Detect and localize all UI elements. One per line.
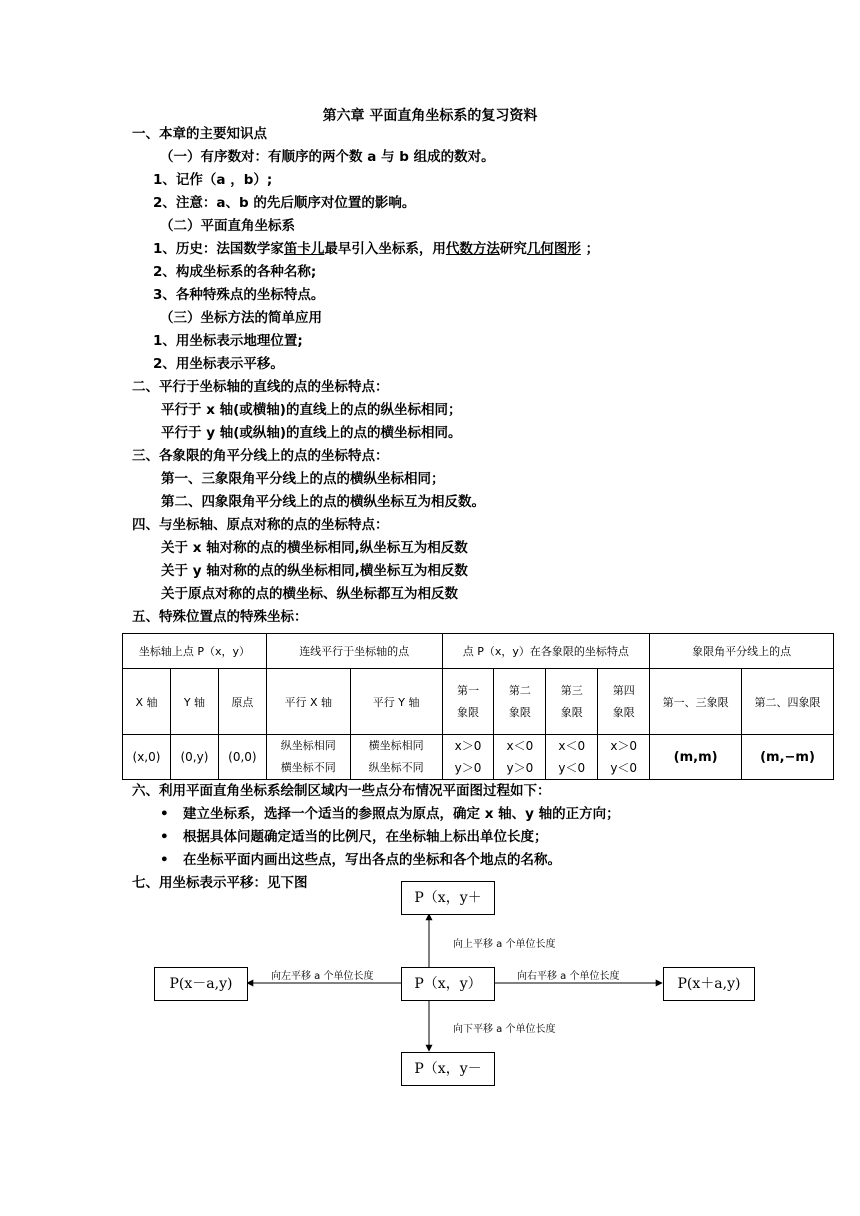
application-item-1: 1、用坐标表示地理位置; <box>153 333 303 349</box>
section-3-line-1: 第一、三象限角平分线上的点的横纵坐标相同； <box>161 471 445 487</box>
value-origin: (0,0) <box>218 735 266 780</box>
quadrant-3-line-2: 象限 <box>560 705 583 719</box>
q3-y: y＜0 <box>558 761 586 775</box>
label-left: 向左平移 a 个单位长度 <box>271 971 374 982</box>
section-2-line-2: 平行于 y 轴(或纵轴)的直线上的点的横坐标相同。 <box>161 425 462 441</box>
q4-y: y＜0 <box>610 761 638 775</box>
label-right: 向右平移 a 个单位长度 <box>517 971 620 982</box>
col-header-x-axis: X 轴 <box>123 669 171 735</box>
col-header-parallel-y: 平行 Y 轴 <box>350 669 442 735</box>
quadrant-2-line-1: 第二 <box>508 683 531 697</box>
value-bisector-13: (m,m) <box>650 735 742 780</box>
col-header-bisector-24: 第二、四象限 <box>742 669 834 735</box>
group-header-bisector-points: 象限角平分线上的点 <box>650 634 834 669</box>
section-3-heading: 三、各象限的角平分线上的点的坐标特点： <box>132 448 389 464</box>
bullet-1-text: 建立坐标系，选择一个适当的参照点为原点，确定 x 轴、y 轴的正方向； <box>183 806 620 822</box>
history-prefix: 1、历史：法国数学家 <box>153 241 284 257</box>
quadrant-1-line-2: 象限 <box>456 705 479 719</box>
section-4-line-3: 关于原点对称的点的横坐标、纵坐标都互为相反数 <box>161 586 458 602</box>
q1-y: y＞0 <box>454 761 482 775</box>
section-4-line-1: 关于 x 轴对称的点的横坐标相同,纵坐标互为相反数 <box>161 540 468 556</box>
box-center: P（x，y） <box>401 967 495 1001</box>
document-title: 第六章 平面直角坐标系的复习资料 <box>322 108 538 124</box>
bullet-3-marker: • <box>160 852 169 868</box>
q3-x: x＜0 <box>558 739 586 753</box>
parallel-y-line-1: 横坐标相同 <box>368 739 424 752</box>
ordered-pair-item-1: 1、记作（a ，b）; <box>153 172 273 188</box>
col-header-parallel-x: 平行 X 轴 <box>266 669 350 735</box>
parallel-y-line-2: 纵坐标不同 <box>368 761 424 774</box>
subsection-coordinate-system: （二）平面直角坐标系 <box>160 218 295 234</box>
section-3-line-2: 第二、四象限角平分线上的点的横纵坐标互为相反数。 <box>161 494 485 510</box>
subsection-applications: （三）坐标方法的简单应用 <box>160 310 322 326</box>
quadrant-4-line-2: 象限 <box>612 705 635 719</box>
group-header-quadrant-points: 点 P（x，y）在各象限的坐标特点 <box>442 634 650 669</box>
section-1-heading: 一、本章的主要知识点 <box>132 126 267 142</box>
value-y-axis: (0,y) <box>170 735 218 780</box>
quadrant-1-line-1: 第一 <box>456 683 479 697</box>
label-down: 向下平移 a 个单位长度 <box>453 1024 556 1035</box>
history-end: ； <box>580 241 600 257</box>
value-bisector-24: (m,−m) <box>742 735 834 780</box>
group-header-axis-points: 坐标轴上点 P（x，y） <box>123 634 267 669</box>
box-up: P（x，y＋ <box>401 881 495 915</box>
col-header-bisector-13: 第一、三象限 <box>650 669 742 735</box>
q2-x: x＜0 <box>506 739 534 753</box>
history-method: 代数方法 <box>445 241 500 257</box>
quadrant-2-line-2: 象限 <box>508 705 531 719</box>
section-2-line-1: 平行于 x 轴(或横轴)的直线上的点的纵坐标相同； <box>161 402 462 418</box>
history-mid2: 研究 <box>499 241 527 257</box>
col-header-origin: 原点 <box>218 669 266 735</box>
section-7-heading: 七、用坐标表示平移：见下图 <box>132 875 308 891</box>
label-up: 向上平移 a 个单位长度 <box>453 939 556 950</box>
section-4-heading: 四、与坐标轴、原点对称的点的坐标特点： <box>132 517 389 533</box>
parallel-x-line-2: 横坐标不同 <box>280 761 336 774</box>
box-left: P(x－a,y) <box>154 967 248 1001</box>
q1-x: x＞0 <box>454 739 482 753</box>
q4-x: x＞0 <box>610 739 638 753</box>
box-right: P(x＋a,y) <box>663 967 755 1001</box>
bullet-1-marker: • <box>160 806 169 822</box>
application-item-2: 2、用坐标表示平移。 <box>153 356 284 372</box>
quadrant-3-line-1: 第三 <box>560 683 583 697</box>
bullet-3-text: 在坐标平面内画出这些点，写出各点的坐标和各个地点的名称。 <box>183 852 561 868</box>
q2-y: y＞0 <box>506 761 534 775</box>
history-object: 几何图形 <box>526 241 581 257</box>
bullet-2-marker: • <box>160 829 169 845</box>
value-x-axis: (x,0) <box>123 735 171 780</box>
bullet-2-text: 根据具体问题确定适当的比例尺，在坐标轴上标出单位长度； <box>183 829 548 845</box>
coordinate-item-2: 2、构成坐标系的各种名称; <box>153 264 317 280</box>
subsection-ordered-pair: （一）有序数对：有顺序的两个数 a 与 b 组成的数对。 <box>160 149 495 165</box>
coordinate-item-3: 3、各种特殊点的坐标特点。 <box>153 287 325 303</box>
quadrant-4-line-1: 第四 <box>612 683 635 697</box>
section-2-heading: 二、平行于坐标轴的直线的点的坐标特点： <box>132 379 389 395</box>
group-header-parallel-points: 连线平行于坐标轴的点 <box>266 634 442 669</box>
col-header-y-axis: Y 轴 <box>170 669 218 735</box>
section-4-line-2: 关于 y 轴对称的点的纵坐标相同,横坐标互为相反数 <box>161 563 468 579</box>
parallel-x-line-1: 纵坐标相同 <box>280 739 336 752</box>
history-name: 笛卡儿 <box>283 241 325 257</box>
history-mid: 最早引入坐标系，用 <box>324 241 446 257</box>
section-6-heading: 六、利用平面直角坐标系绘制区域内一些点分布情况平面图过程如下： <box>132 783 551 799</box>
section-5-heading: 五、特殊位置点的特殊坐标： <box>132 609 308 625</box>
box-down: P（x，y－ <box>401 1052 495 1086</box>
ordered-pair-item-2: 2、注意：a、b 的先后顺序对位置的影响。 <box>153 195 416 211</box>
